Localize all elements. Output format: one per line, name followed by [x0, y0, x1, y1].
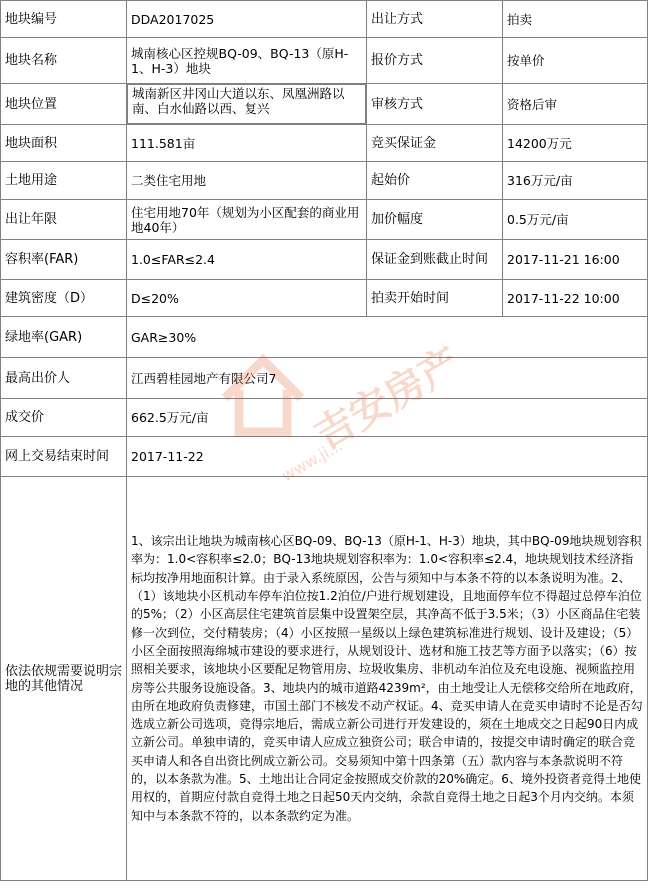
row-value: GAR≥30%	[127, 317, 648, 358]
row-value: 按单价	[503, 38, 648, 84]
row-value: 1.0≤FAR≤2.4	[127, 240, 367, 280]
row-label: 地块位置	[1, 84, 127, 125]
table-row	[1, 437, 648, 477]
row-value: 2017-11-21 16:00	[503, 240, 648, 280]
row-label: 建筑密度（D）	[1, 280, 127, 317]
row-value: 拍卖	[503, 1, 648, 38]
row-value: 二类住宅用地	[127, 162, 367, 200]
row-label: 出让年限	[1, 200, 127, 240]
row-value: 城南核心区控规BQ-09、BQ-13（原H-1、H-3）地块	[127, 38, 367, 84]
table-row	[1, 280, 648, 317]
watermark-brand: 吉安房产	[306, 339, 469, 460]
row-value: 江西碧桂园地产有限公司7	[127, 358, 648, 399]
row-value: 2017-11-22 10:00	[503, 280, 648, 317]
table-row	[1, 317, 648, 358]
table-row	[1, 399, 648, 437]
row-label: 绿地率(GAR)	[1, 317, 127, 358]
table-row	[1, 477, 648, 881]
row-label: 保证金到账截止时间	[367, 240, 503, 280]
row-value: D≤20%	[127, 280, 367, 317]
row-label: 加价幅度	[367, 200, 503, 240]
row-label: 最高出价人	[1, 358, 127, 399]
row-label: 地块编号	[1, 1, 127, 38]
row-label: 容积率(FAR)	[1, 240, 127, 280]
row-label: 土地用途	[1, 162, 127, 200]
table-row	[1, 1, 648, 38]
row-value: 14200万元	[503, 125, 648, 162]
row-value: 2017-11-22	[127, 437, 648, 477]
table-row	[1, 125, 648, 162]
row-value: 0.5万元/亩	[503, 200, 648, 240]
row-value: 662.5万元/亩	[127, 399, 648, 437]
table-row	[1, 240, 648, 280]
watermark-url: www.ji...	[278, 435, 346, 486]
row-label: 成交价	[1, 399, 127, 437]
row-label: 地块面积	[1, 125, 127, 162]
row-value: 住宅用地70年（规划为小区配套的商业用地40年）	[127, 200, 367, 240]
row-label: 网上交易结束时间	[1, 437, 127, 477]
note-label: 依法依规需要说明宗地的其他情况	[1, 477, 127, 881]
row-value: 316万元/亩	[503, 162, 648, 200]
table-row	[1, 200, 648, 240]
row-label: 拍卖开始时间	[367, 280, 503, 317]
row-value: DDA2017025	[127, 1, 367, 38]
table-row	[1, 84, 648, 125]
row-label: 审核方式	[367, 84, 503, 125]
table-row	[1, 358, 648, 399]
row-label: 起始价	[367, 162, 503, 200]
row-value: 资格后审	[503, 84, 648, 125]
row-value: 111.581亩	[127, 125, 367, 162]
row-value: 城南新区井冈山大道以东、凤凰洲路以南、白水仙路以西、复兴	[127, 84, 366, 124]
row-label: 地块名称	[1, 38, 127, 84]
table-row	[1, 162, 648, 200]
note-text: 1、该宗出让地块为城南核心区BQ-09、BQ-13（原H-1、H-3）地块，其中BQ-09地块规划容积率为：1.0<容积率≤2.0；BQ-13地块规划容积率为：1.0<容积率≤2.4，地块规划技术经济指标均按净用地面积计算。由于录入系统原因，公告与须知中与本条不符的以本条说明为准。2、（1）该地块小区机动车停车泊位按1.2泊位/户进行规划建设，且地面停车位不得超过总停车泊位的5%；（2）小区高层住宅建筑首层集中设置架空层，其净高不低于3.5米；（3）小区商品住宅装修一次到位，交付精装房；（4）小区按照一星级以上绿色建筑标准进行规划、设计及建设；（5）小区全面按照海绵城市建设的要求进行，从规划设计、选材和施工技艺等方面予以落实；（6）按照相关要求，该地块小区要配足物管用房、垃圾收集房、非机动车泊位及充电设施、视频监控用房等公共服务设施设备。3、地块内的城市道路4239m²，由土地受让人无偿移交给所在地政府，由所在地政府负责修建，市国土部门不核发不动产权证。4、竞买申请人在竞买申请时不论是否勾选成立新公司选项，竞得宗地后，需成立新公司进行开发建设的，须在土地成交之日起90日内成立新公司。单独申请的，竞买申请人应成立独资公司；联合申请的，按提交申请时确定的联合竞买申请人和各自出资比例成立新公司。交易须知中第十四条第（五）款内容与本条款说明不符的，以本条款为准。5、土地出让合同定金按照成交价款的20%确定。6、境外投资者竞得土地使用权的，首期应付款自竞得土地之日起50天内交纳，余款自竞得土地之日起3个月内交纳。本须知中与本条款不符的，以本条款约定为准。	[127, 477, 648, 881]
row-label: 竞买保证金	[367, 125, 503, 162]
row-label: 报价方式	[367, 38, 503, 84]
row-label: 出让方式	[367, 1, 503, 38]
table-row	[1, 38, 648, 84]
